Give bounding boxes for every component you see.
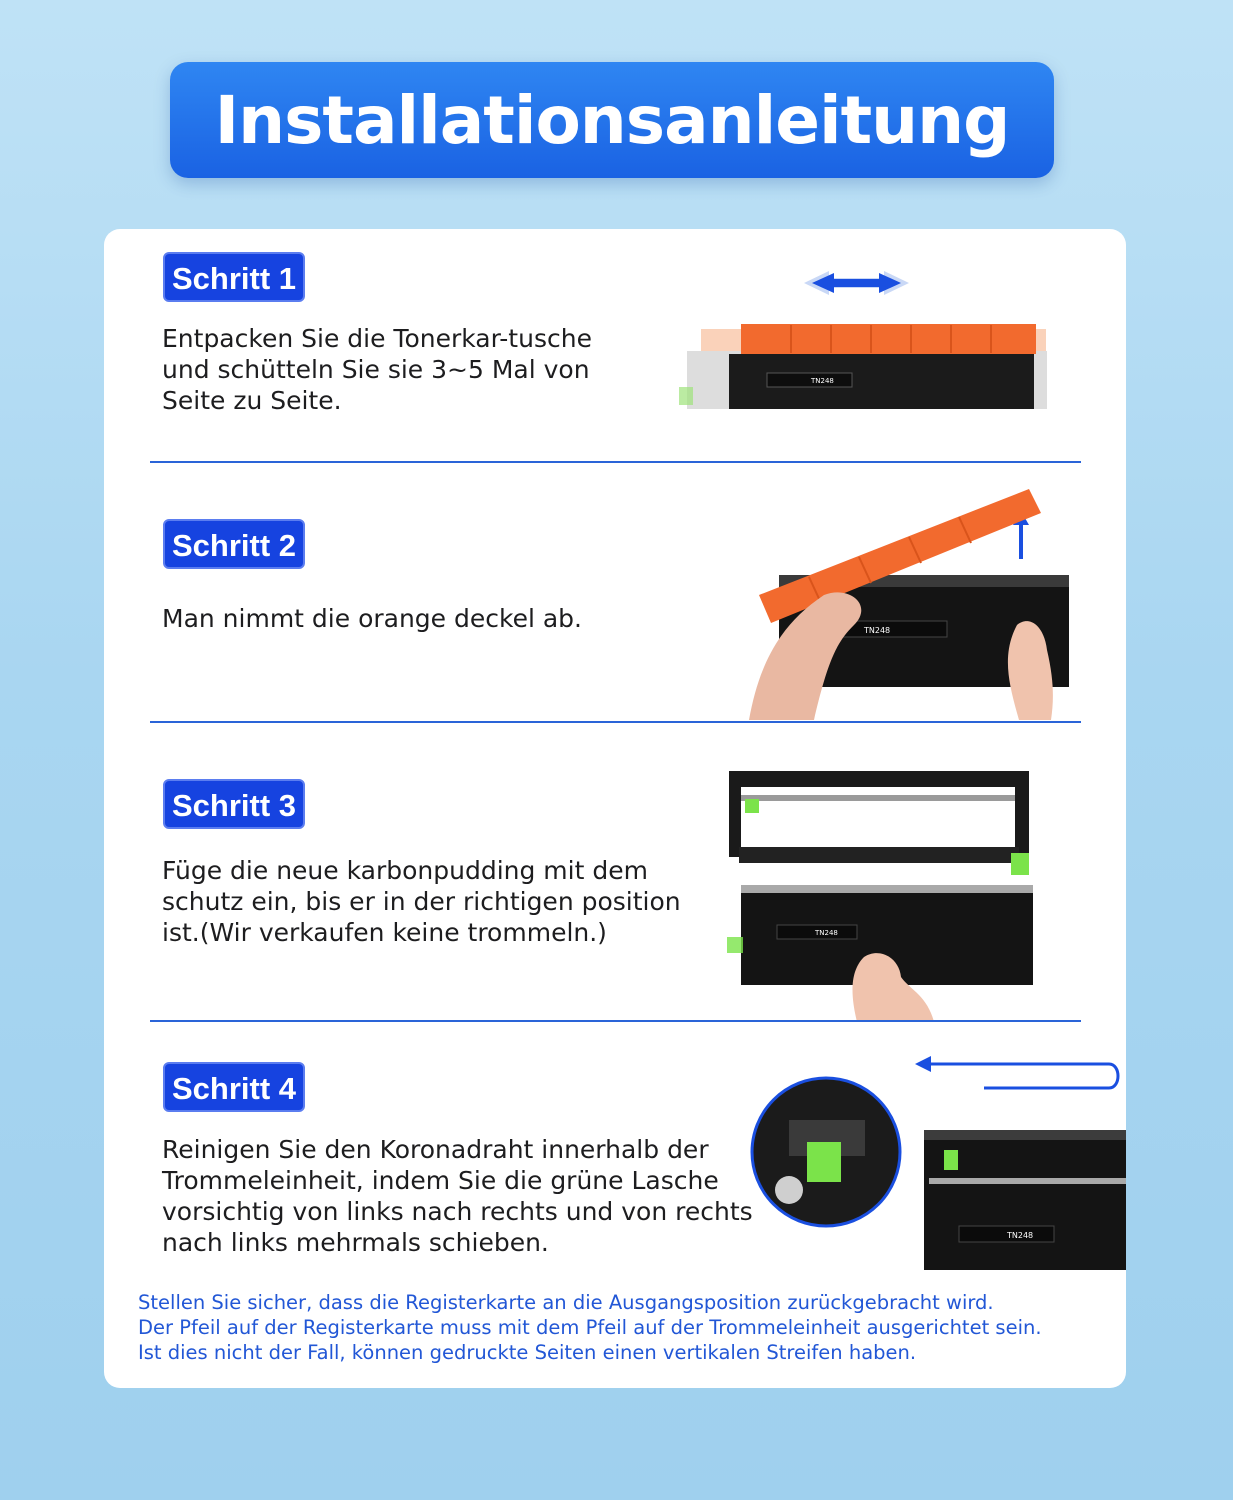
toner-cover-removal-illustration	[649, 475, 1079, 720]
page-title: Installationsanleitung	[214, 81, 1010, 159]
cartridge-model-label-2: TN248	[864, 626, 891, 635]
return-arrow-icon	[915, 1056, 1118, 1088]
toner-cartridge-illustration-1	[679, 269, 1069, 419]
step-1-badge: Schritt 1	[163, 252, 305, 302]
cartridge-model-label: TN248	[811, 377, 834, 385]
note-line-2: Der Pfeil auf der Registerkarte muss mit dem Pfeil auf der Trommeleinheit ausgerichtet sein.	[138, 1316, 1042, 1339]
warning-note	[138, 1290, 1118, 1365]
step-4-description: Reinigen Sie den Koronadraht innerhalb der Trommeleinheit, indem Sie die grüne Lasche vorsichtig von links nach rechts und von rechts nach links mehrmals schieben.	[162, 1135, 753, 1257]
step-2-badge: Schritt 2	[163, 519, 305, 569]
step-3-description: Füge die neue karbonpudding mit dem schutz ein, bis er in der richtigen position ist.(Wir verkaufen keine trommeln.)	[162, 856, 681, 947]
cartridge-model-label-3: TN248	[815, 929, 838, 937]
step-3-badge: Schritt 3	[163, 779, 305, 829]
step-3	[104, 723, 1126, 1021]
step-4-badge: Schritt 4	[163, 1062, 305, 1112]
step-4	[104, 1022, 1126, 1272]
instruction-card	[104, 229, 1126, 1388]
step-2-description: Man nimmt die orange deckel ab.	[162, 604, 582, 633]
step-1	[104, 229, 1126, 462]
note-line-3: Ist dies nicht der Fall, können gedruckte Seiten einen vertikalen Streifen haben.	[138, 1341, 917, 1364]
note-line-1: Stellen Sie sicher, dass die Registerkarte an die Ausgangsposition zurückgebracht wird.	[138, 1291, 994, 1314]
drum-unit-illustration	[719, 767, 1039, 1022]
step-1-description: Entpacken Sie die Tonerkar-tusche und schütteln Sie sie 3~5 Mal von Seite zu Seite.	[162, 324, 592, 415]
corona-wire-cleaning-illustration	[749, 1050, 1126, 1280]
cartridge-model-label-4: TN248	[1007, 1231, 1034, 1240]
title-banner	[170, 62, 1054, 178]
double-arrow-icon	[804, 271, 909, 295]
step-2	[104, 463, 1126, 721]
